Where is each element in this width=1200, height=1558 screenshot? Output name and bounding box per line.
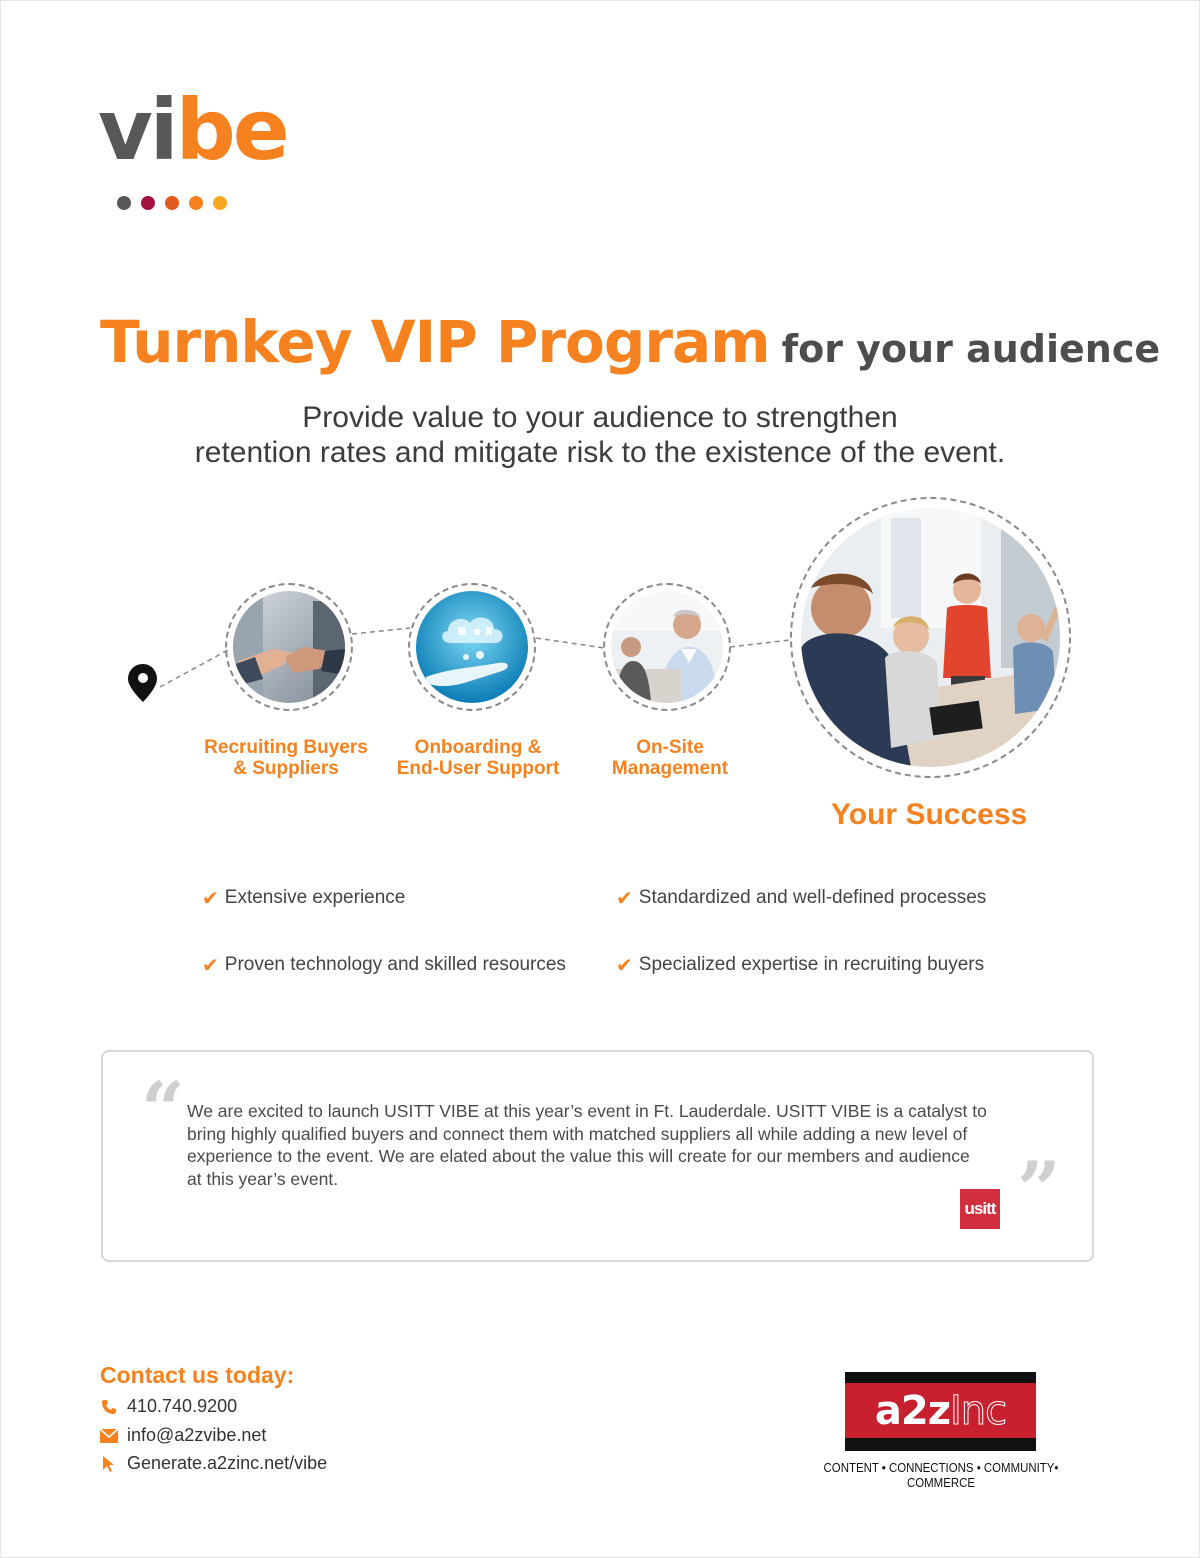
logo-a2z-text: a2z — [874, 1387, 950, 1434]
logo-dot — [141, 196, 155, 210]
close-quote-icon: ” — [1017, 1145, 1061, 1234]
envelope-icon — [100, 1427, 118, 1445]
testimonial-line: experience to the event. We are elated about the value this will create for our members and audience — [187, 1146, 970, 1166]
check-icon: ✔ — [616, 953, 633, 977]
step-label-line: Onboarding & — [414, 737, 542, 758]
page-title — [100, 308, 1161, 376]
benefit-text: Standardized and well-defined processes — [638, 887, 987, 908]
journey-diagram — [0, 480, 1200, 860]
logo-dots — [117, 196, 227, 210]
contact-email[interactable] — [100, 1425, 266, 1446]
phone-number: 410.740.9200 — [127, 1396, 238, 1416]
step-label-recruiting — [193, 737, 379, 779]
benefit-text: Extensive experience — [224, 887, 406, 908]
location-pin-icon — [128, 664, 157, 702]
step-label-line: Management — [611, 758, 729, 779]
contact-heading: Contact us today: — [100, 1362, 295, 1388]
testimonial-line: bring highly qualified buyers and connect them with matched suppliers all while adding a new level of — [187, 1123, 968, 1144]
logo-part1: vi — [98, 81, 176, 179]
contact-phone[interactable] — [100, 1396, 237, 1417]
open-quote-icon: “ — [141, 1065, 185, 1154]
step-label-line: End-User Support — [396, 758, 560, 779]
company-tagline: CONTENT • CONNECTIONS • COMMUNITY• COMMERCE — [823, 1460, 1059, 1490]
check-icon: ✔ — [616, 886, 633, 910]
a2zinc-logo — [845, 1372, 1036, 1451]
handshake-icon — [233, 591, 345, 703]
vibe-logo — [98, 81, 287, 179]
step-label-line: On-Site — [636, 737, 704, 758]
benefit-item — [616, 886, 986, 910]
title-secondary: for your audience — [781, 327, 1161, 371]
step-label-onboarding — [383, 737, 573, 779]
phone-icon — [100, 1398, 118, 1416]
logo-part2: be — [175, 81, 287, 179]
testimonial-box — [101, 1050, 1094, 1262]
check-icon: ✔ — [202, 953, 219, 977]
logo-dot — [189, 196, 203, 210]
testimonial-line: We are excited to launch USITT VIBE at this year’s event in Ft. Lauderdale. USITT VIBE is a catalyst to — [187, 1101, 987, 1121]
step-circle-recruiting — [225, 583, 353, 711]
subtitle-line2: retention rates and mitigate risk to the existence of the event. — [194, 436, 1006, 469]
testimonial-text — [187, 1100, 1017, 1190]
manager-photo-icon — [611, 591, 723, 703]
logo-dot — [213, 196, 227, 210]
cursor-icon — [100, 1455, 118, 1473]
usitt-logo: usitt — [960, 1189, 1000, 1229]
cloud-hand-icon — [416, 591, 528, 703]
success-circle — [790, 497, 1071, 778]
logo-inc-text: Inc — [949, 1387, 1007, 1434]
subtitle-line1: Provide value to your audience to strengthen — [302, 401, 898, 434]
logo-dot — [117, 196, 131, 210]
success-photo-icon — [801, 508, 1060, 767]
benefit-item — [202, 886, 405, 910]
title-main: Turnkey VIP Program — [100, 308, 770, 376]
step-label-line: & Suppliers — [233, 758, 339, 779]
contact-website[interactable] — [100, 1453, 327, 1474]
benefit-text: Specialized expertise in recruiting buyers — [638, 954, 985, 975]
website-link: Generate.a2zinc.net/vibe — [127, 1453, 328, 1473]
email-address: info@a2zvibe.net — [127, 1425, 267, 1445]
step-circle-onboarding — [408, 583, 536, 711]
step-label-onsite — [590, 737, 750, 779]
check-icon: ✔ — [202, 886, 219, 910]
benefit-item — [616, 953, 984, 977]
success-label: Your Success — [831, 798, 1028, 831]
logo-dot — [165, 196, 179, 210]
step-label-line: Recruiting Buyers — [204, 737, 368, 758]
step-circle-onsite — [603, 583, 731, 711]
testimonial-line: at this year’s event. — [187, 1168, 339, 1189]
benefit-item — [202, 953, 566, 977]
benefit-text: Proven technology and skilled resources — [224, 954, 566, 975]
